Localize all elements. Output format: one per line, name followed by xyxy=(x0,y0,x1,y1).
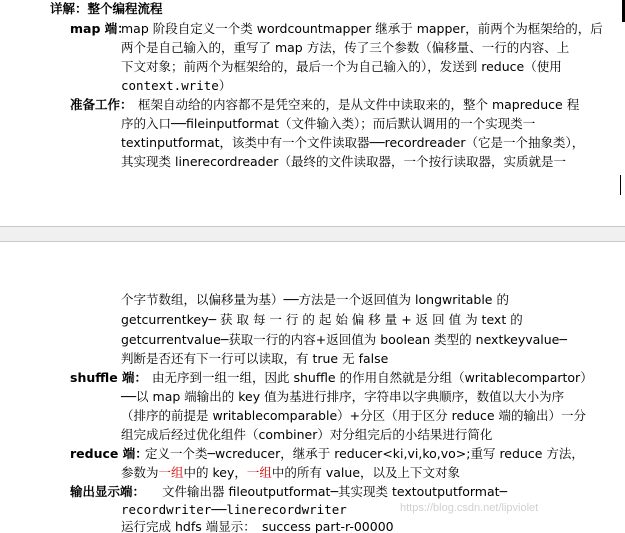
prep-line-5: 个字节数组，以偏移量为基）──方法是一个返回值为 longwritable 的 xyxy=(121,292,509,307)
section-heading: 详解：整个编程流程 xyxy=(50,1,163,16)
shuffle-line-2: ──以 map 端输出的 key 值为基进行排序，字符串以字典顺序，数值以大小为序 xyxy=(121,389,565,404)
document-page-top xyxy=(0,0,625,183)
reduce-line-1: 定义一个类─wcreducer，继承于 reducer<ki,vi,ko,vo>;重写 reduce 方法， xyxy=(145,446,584,461)
map-label: map 端： xyxy=(70,21,130,36)
page-break xyxy=(0,226,625,242)
reduce-line-2-part-a: 参数为 xyxy=(121,465,159,480)
prep-line-1: 框架自动给的内容都不是凭空来的，是从文件中读取来的，整个 mapreduce 程 xyxy=(138,97,580,112)
reduce-line-2-part-b: 中的 key， xyxy=(183,465,247,480)
emphasis-group-1: 一组 xyxy=(158,465,184,480)
shuffle-line-3: （排序的前提是 writablecomparable）+分区（用于区分 reduce 端的输出）一分 xyxy=(121,408,587,423)
map-line-3: 下文对象；前两个为框架给的，最后一个为自己输入的），发送到 reduce（使用 xyxy=(121,59,562,74)
output-line-3: 运行完成 hdfs 端显示：_success part-r-00000 xyxy=(121,519,394,533)
reduce-line-2-part-c: 中的所有 value，以及上下文对象 xyxy=(271,465,461,480)
prep-line-2: 序的入口──fileinputformat（文件输入类）；而后默认调用的一个实现类一 xyxy=(121,116,536,131)
output-line-1: 文件输出器 fileoutputformat─其实现类 textoutputformat─ xyxy=(162,484,508,499)
output-label: 输出显示端： xyxy=(70,484,146,499)
prep-line-4: 其实现类 linerecordreader（最终的文件读取器，一个按行读取器，实质就是一 xyxy=(121,154,566,169)
prep-label: 准备工作： xyxy=(70,97,133,112)
map-line-2: 两个是自己输入的，重写了 map 方法，传了三个参数（偏移量、一行的内容、上 xyxy=(121,40,570,55)
reduce-line-2 xyxy=(121,464,460,482)
map-line-4: context.write） xyxy=(121,78,232,93)
prep-line-8: 判断是否还有下一行可以读取，有 true 无 false xyxy=(121,351,389,366)
prep-line-7: getcurrentvalue─获取一行的内容+返回值为 boolean 类型的 nextkeyvalue─ xyxy=(121,332,567,347)
prep-line-6: getcurrentkey─ 获 取 每 一 行 的 起 始 偏 移 量 + 返 回 值 为 text 的 xyxy=(121,312,523,327)
document-page-bottom xyxy=(0,256,625,533)
shuffle-line-1: 由无序到一组一组，因此 shuffle 的作用自然就是分组（writablecompartor） xyxy=(152,370,593,385)
watermark: https://blog.csdn.net/lipviolet xyxy=(400,502,539,514)
page-edge-marker-right xyxy=(620,175,621,195)
reduce-label: reduce 端： xyxy=(70,446,148,461)
output-line-2: recordwriter──linerecordwriter xyxy=(121,502,347,517)
map-line-1: map 阶段自定义一个类 wordcountmapper 继承于 mapper，前两个为框架给的，后 xyxy=(121,21,603,36)
shuffle-label: shuffle 端： xyxy=(70,370,148,385)
emphasis-group-2: 一组 xyxy=(246,465,272,480)
shuffle-line-4: 组完成后经过优化组件（combiner）对分组完后的小结果进行简化 xyxy=(121,427,493,442)
prep-line-3: textinputformat，该类中有一个文件读取器──recordreader（它是一个抽象类）， xyxy=(121,135,585,150)
